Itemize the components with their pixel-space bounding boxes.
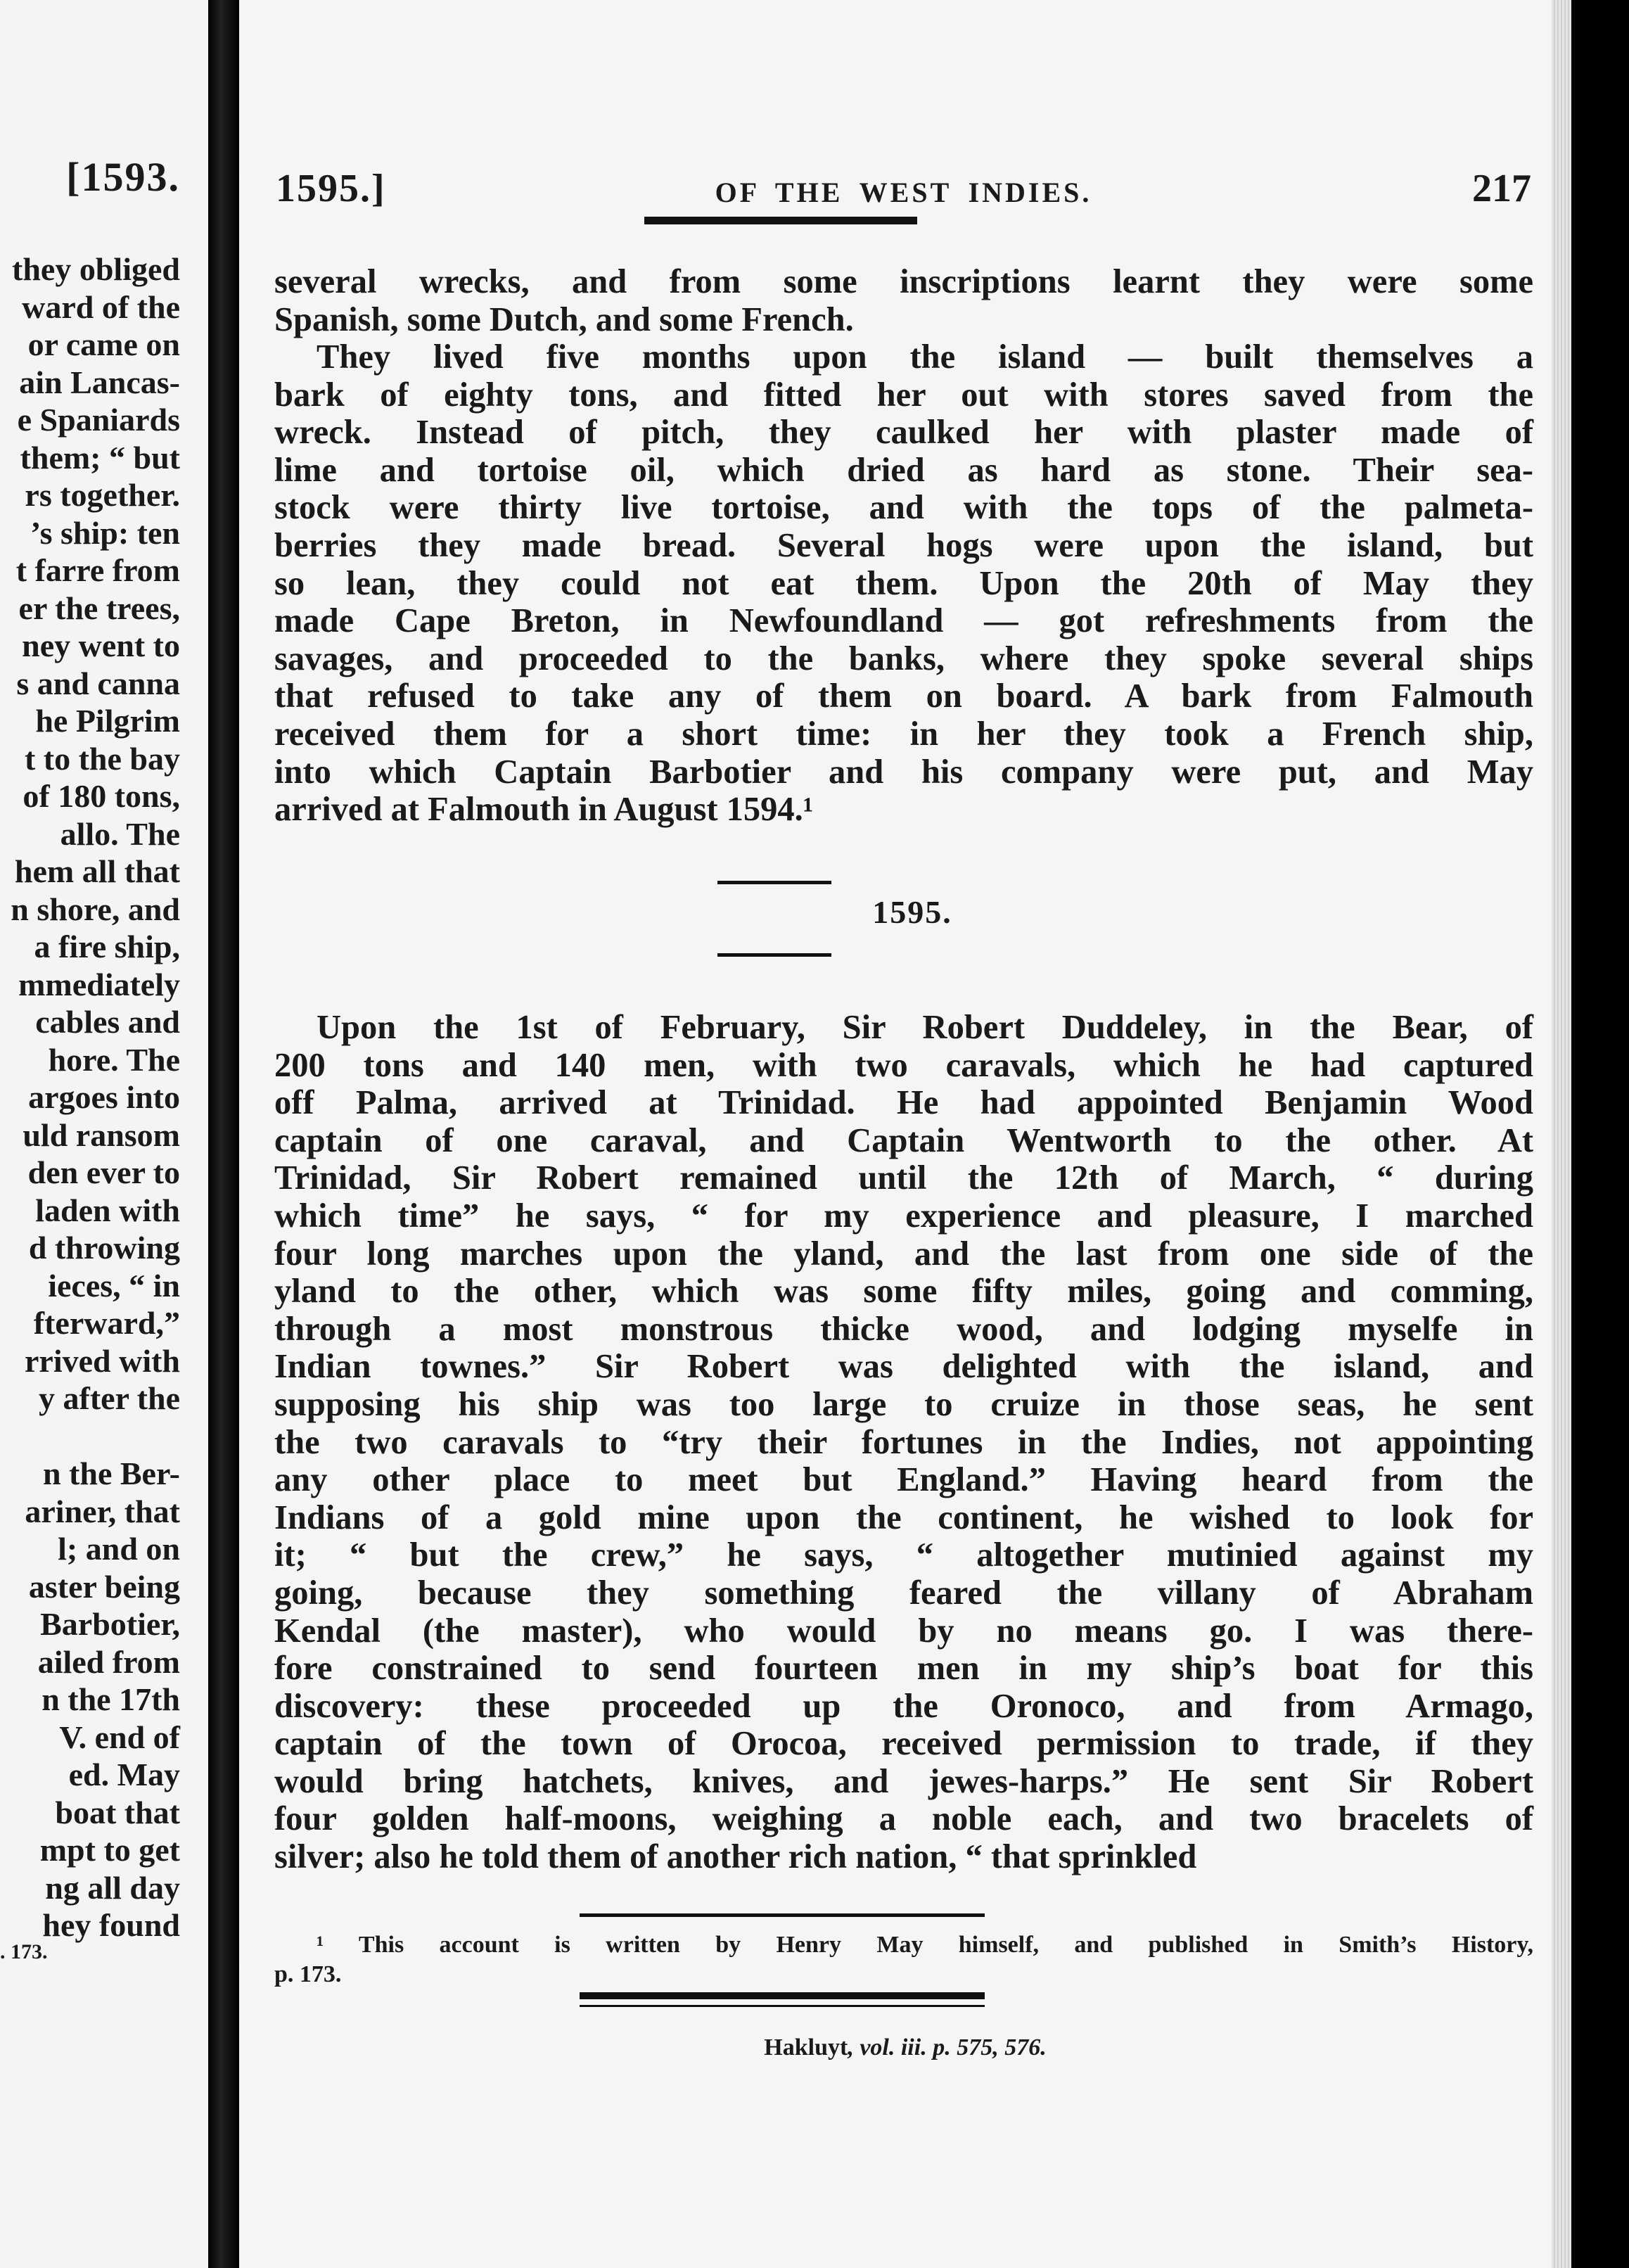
left-page-line: fterward,” [33, 1305, 180, 1341]
background-right [1571, 0, 1629, 2268]
text-line: arrived at Falmouth in August 1594.¹ [274, 791, 814, 829]
left-page-line: uld ransom [23, 1116, 180, 1153]
source-note-ref: , vol. iii. p. 575, 576. [848, 2034, 1047, 2060]
left-page-line: hey found [42, 1907, 180, 1943]
text-line: several wrecks, and from some inscriptions learnt they were some [274, 263, 1533, 300]
text-line: that refused to take any of them on board. A bark from Falmouth [274, 677, 1533, 715]
section-rule-bottom [717, 953, 831, 957]
text-line: captain of the town of Orocoa, received permission to trade, if they [274, 1725, 1533, 1763]
paragraph-duddeley [274, 1009, 1533, 1876]
text-line: supposing his ship was too large to cruize in those seas, he sent [274, 1385, 1533, 1423]
left-page-line: or came on [27, 326, 180, 362]
text-line: four golden half-moons, weighing a noble each, and two bracelets of [274, 1800, 1533, 1838]
text-line: Indians of a gold mine upon the continent, he wished to look for [274, 1498, 1533, 1536]
left-page-line: ’s ship: ten [30, 514, 180, 551]
paragraph-may-voyage [274, 338, 1533, 829]
left-page-line: n shore, and [11, 891, 180, 927]
source-rule-thick [580, 1992, 985, 1999]
text-line: captain of one caraval, and Captain Wentworth to the other. At [274, 1121, 1533, 1159]
left-page-line: y after the [39, 1380, 180, 1416]
text-line: Indian townes.” Sir Robert was delighted with the island, and [274, 1348, 1533, 1386]
text-line: Kendal (the master), who would by no means go. I was there- [274, 1612, 1533, 1650]
text-line: going, because they something feared the villany of Abraham [274, 1574, 1533, 1612]
left-page-line: hem all that [14, 853, 180, 889]
text-line: savages, and proceeded to the banks, where they spoke several ships [274, 639, 1533, 677]
text-line: into which Captain Barbotier and his company were put, and May [274, 753, 1533, 791]
left-page-line: V. end of [59, 1719, 180, 1755]
left-page-line: them; “ but [20, 439, 180, 476]
text-line: wreck. Instead of pitch, they caulked her with plaster made of [274, 414, 1533, 452]
paragraph-continued [274, 263, 1533, 338]
section-rule-top [717, 881, 831, 884]
left-page-line: ailed from [37, 1643, 180, 1680]
text-line: it; “ but the crew,” he says, “ altogether mutinied against my [274, 1536, 1533, 1574]
footnote-rule [580, 1913, 985, 1917]
left-page-line: rrived with [24, 1342, 180, 1379]
left-page-line: laden with [35, 1192, 180, 1228]
left-page-line: ieces, “ in [48, 1267, 180, 1304]
left-page-line: ward of the [22, 288, 180, 325]
text-line: ¹ This account is written by Henry May himself, and published in Smith’s History, [317, 1932, 1533, 1958]
left-page-line: e Spaniards [17, 402, 180, 438]
left-page-line: hore. The [48, 1041, 180, 1078]
left-page [0, 0, 208, 2268]
source-note-title: Hakluyt [764, 2034, 848, 2060]
left-page-line: cables and [35, 1004, 180, 1040]
text-line: received them for a short time: in her they took a French ship, [274, 715, 1533, 753]
text-line: Spanish, some Dutch, and some French. [274, 300, 854, 338]
left-page-line: n the 17th [41, 1681, 180, 1717]
text-line: silver; also he told them of another rich nation, “ that sprinkled [274, 1838, 1197, 1876]
text-line: off Palma, arrived at Trinidad. He had appointed Benjamin Wood [274, 1084, 1533, 1122]
text-line: yland to the other, which was some fifty miles, going and comming, [274, 1273, 1533, 1311]
text-line: p. 173. [274, 1961, 342, 1987]
left-page-line: t to the bay [24, 740, 180, 777]
left-page-footnote: . 173. [0, 1940, 48, 1963]
left-page-line: mpt to get [39, 1832, 180, 1868]
section-heading: 1595. [872, 894, 952, 930]
left-page-line: ney went to [22, 627, 180, 663]
text-line: Upon the 1st of February, Sir Robert Duddeley, in the Bear, of [317, 1009, 1533, 1046]
text-line: which time” he says, “ for my experience and pleasure, I marched [274, 1197, 1533, 1235]
left-page-line: a fire ship, [34, 929, 180, 964]
text-line: would bring hatchets, knives, and jewes-harps.” He sent Sir Robert [274, 1762, 1533, 1800]
left-page-line: rs together. [25, 477, 180, 513]
text-line: made Cape Breton, in Newfoundland — got refreshments from the [274, 602, 1533, 640]
header-rule [644, 217, 917, 224]
book-page [239, 0, 1571, 2268]
left-page-line: ed. May [68, 1757, 180, 1792]
running-head [276, 166, 1531, 215]
text-line: Trinidad, Sir Robert remained until the 12th of March, “ during [274, 1159, 1533, 1197]
left-page-line [11, 1418, 180, 1455]
left-page-line: he Pilgrim [35, 703, 180, 739]
left-page-line: they obliged [12, 251, 180, 287]
left-page-line: boat that [55, 1794, 180, 1830]
page-number: 217 [1472, 167, 1531, 210]
left-page-running-head: [1593. [66, 154, 180, 200]
left-page-line: aster being [28, 1568, 180, 1605]
left-page-line: s and canna [16, 665, 180, 701]
left-page-line: l; and on [58, 1531, 180, 1567]
left-page-line: of 180 tons, [23, 778, 180, 814]
running-head-title: OF THE WEST INDIES. [715, 177, 1092, 208]
text-line: fore constrained to send fourteen men in my ship’s boat for this [274, 1650, 1533, 1688]
left-page-line: ariner, that [25, 1493, 180, 1529]
left-page-line: t farre from [15, 552, 180, 588]
source-note [239, 2034, 1571, 2061]
left-page-line: allo. The [60, 815, 180, 852]
book-gutter [208, 0, 239, 2268]
text-line: four long marches upon the yland, and the last from one side of the [274, 1235, 1533, 1273]
running-head-year: 1595.] [276, 167, 386, 210]
text-line: stock were thirty live tortoise, and with the tops of the palmeta- [274, 489, 1533, 527]
text-line: They lived five months upon the island — built themselves a [317, 338, 1533, 376]
left-page-line: Barbotier, [40, 1606, 180, 1642]
text-line: bark of eighty tons, and fitted her out with stores saved from the [274, 376, 1533, 414]
left-page-line: mmediately [18, 966, 180, 1002]
left-page-line: den ever to [27, 1154, 180, 1190]
text-line: berries they made bread. Several hogs were upon the island, but [274, 526, 1533, 564]
page-edge [1552, 0, 1571, 2268]
text-line: so lean, they could not eat them. Upon the 20th of May they [274, 564, 1533, 602]
left-page-line: n the Ber- [42, 1455, 180, 1491]
text-line: through a most monstrous thicke wood, and lodging myselfe in [274, 1310, 1533, 1348]
left-page-line: ain Lancas- [19, 364, 180, 400]
footnote [274, 1930, 1533, 1989]
text-line: any other place to meet but England.” Having heard from the [274, 1461, 1533, 1499]
left-page-line: er the trees, [18, 590, 180, 626]
text-line: lime and tortoise oil, which dried as hard as stone. Their sea- [274, 451, 1533, 489]
left-page-line: argoes into [28, 1079, 180, 1115]
left-page-text [11, 250, 180, 1944]
left-page-line: d throwing [28, 1230, 180, 1266]
left-page-line: ng all day [45, 1869, 180, 1906]
text-line: the two caravals to “try their fortunes in the Indies, not appointing [274, 1423, 1533, 1461]
text-line: 200 tons and 140 men, with two caravals, which he had captured [274, 1046, 1533, 1084]
text-line: discovery: these proceeded up the Oronoco, and from Armago, [274, 1687, 1533, 1725]
source-rule-thin [580, 2005, 985, 2007]
